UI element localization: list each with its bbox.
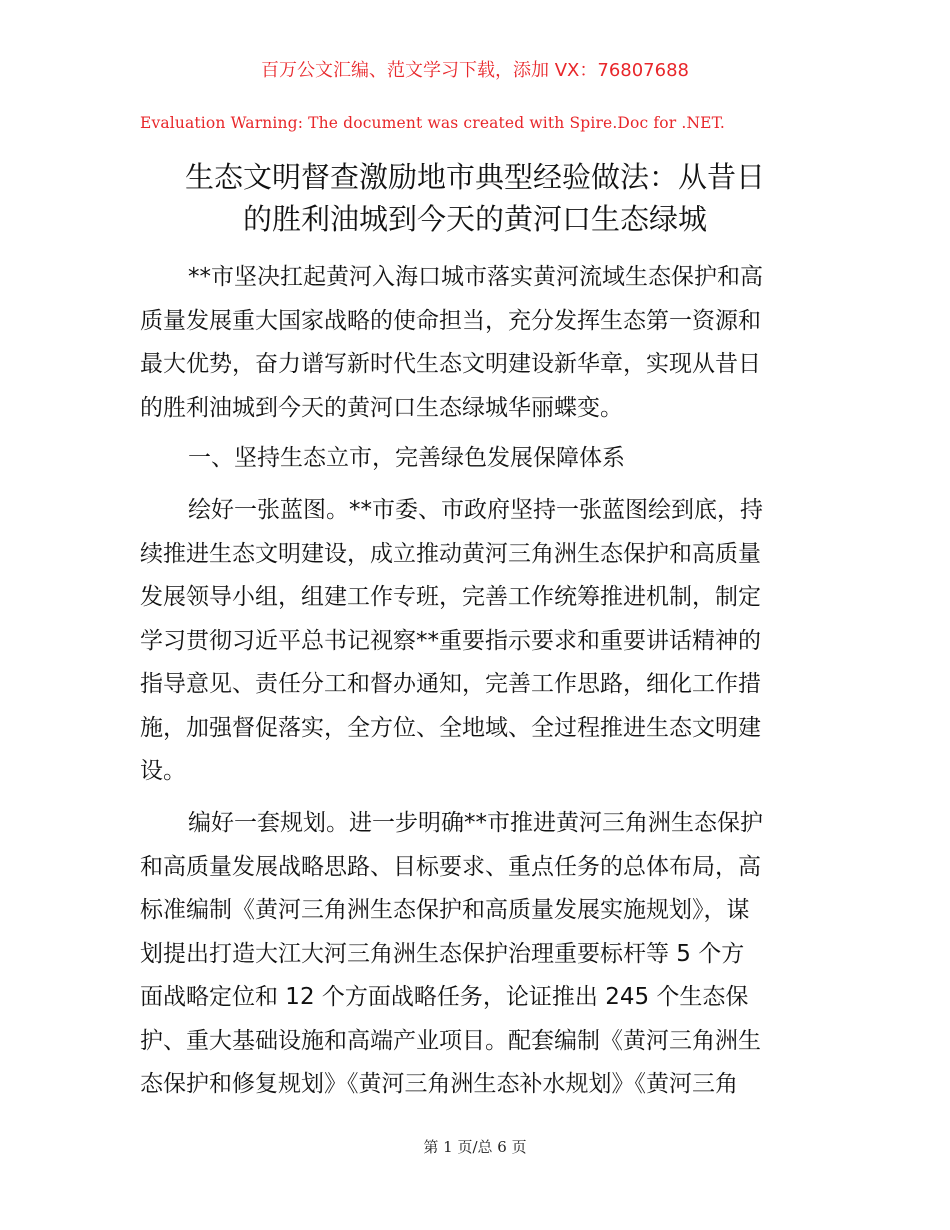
evaluation-warning: Evaluation Warning: The document was created with Spire.Doc for .NET. <box>140 114 725 132</box>
text-line: 面战略定位和 12 个方面战略任务，论证推出 245 个生态保 <box>140 984 749 1010</box>
text-line: 施，加强督促落实，全方位、全地域、全过程推进生态文明建 <box>140 714 761 741</box>
blueprint-paragraph <box>140 489 812 794</box>
text-line: 绘好一张蓝图。**市委、市政府坚持一张蓝图绘到底，持 <box>188 497 763 523</box>
text-line: 设。 <box>140 758 186 784</box>
text-line: 指导意见、责任分工和督办通知，完善工作思路，细化工作措 <box>140 671 761 697</box>
text-line: 编好一套规划。进一步明确**市推进黄河三角洲生态保护 <box>188 810 763 836</box>
text-line: 学习贯彻习近平总书记视察**重要指示要求和重要讲话精神的 <box>140 627 761 654</box>
header-banner: 百万公文汇编、范文学习下载，添加 VX：76807688 <box>261 60 689 81</box>
text-line: **市坚决扛起黄河入海口城市落实黄河流域生态保护和高 <box>188 264 763 290</box>
text-line: 的胜利油城到今天的黄河口生态绿城华丽蝶变。 <box>140 394 623 421</box>
document-title <box>0 156 950 240</box>
text-line: 和高质量发展战略思路、目标要求、重点任务的总体布局，高 <box>140 853 761 880</box>
planning-paragraph <box>140 802 812 1107</box>
text-line: 划提出打造大江大河三角洲生态保护治理重要标杆等 5 个方 <box>140 940 745 967</box>
text-line: 最大优势，奋力谱写新时代生态文明建设新华章，实现从昔日 <box>140 351 761 377</box>
text-line: 护、重大基础设施和高端产业项目。配套编制《黄河三角洲生 <box>140 1027 761 1054</box>
heading-line: 一、坚持生态立市，完善绿色发展保障体系 <box>188 445 625 471</box>
title-line: 的胜利油城到今天的黄河口生态绿城 <box>242 202 707 236</box>
text-line: 标准编制《黄河三角洲生态保护和高质量发展实施规划》，谋 <box>140 897 750 923</box>
text-line: 发展领导小组，组建工作专班，完善工作统筹推进机制，制定 <box>140 584 761 610</box>
section-heading <box>140 437 812 481</box>
title-line: 生态文明督查激励地市典型经验做法：从昔日 <box>184 160 765 194</box>
page-indicator: 第 1 页/总 6 页 <box>423 1138 527 1156</box>
text-line: 质量发展重大国家战略的使命担当，充分发挥生态第一资源和 <box>140 307 761 334</box>
intro-paragraph <box>140 256 812 430</box>
text-line: 态保护和修复规划》《黄河三角洲生态补水规划》《黄河三角 <box>140 1071 738 1097</box>
text-line: 续推进生态文明建设，成立推动黄河三角洲生态保护和高质量 <box>140 540 761 567</box>
